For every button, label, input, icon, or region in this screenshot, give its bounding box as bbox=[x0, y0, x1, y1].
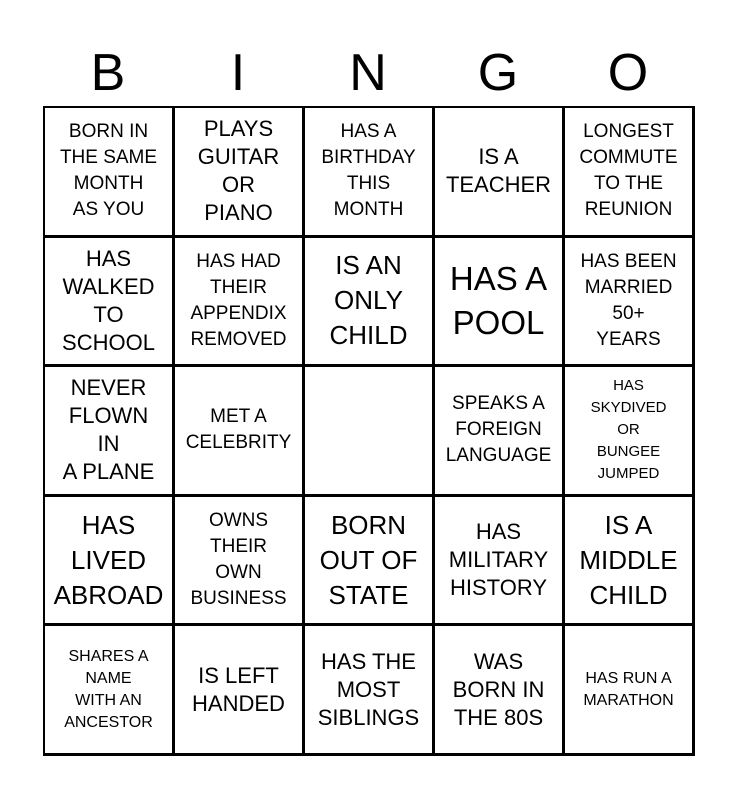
bingo-cell-r4-c2[interactable] bbox=[305, 626, 435, 756]
bingo-cell-text: HAS MILITARY HISTORY bbox=[448, 519, 549, 601]
bingo-cell-r0-c2[interactable] bbox=[305, 108, 435, 238]
bingo-cell-text: MET A CELEBRITY bbox=[185, 406, 292, 454]
bingo-cell-text: SPEAKS A FOREIGN LANGUAGE bbox=[445, 393, 552, 467]
bingo-cell-text: BORN OUT OF STATE bbox=[319, 509, 418, 610]
bingo-cell-text: LONGEST COMMUTE TO THE REUNION bbox=[579, 121, 678, 221]
bingo-cell-text: IS AN ONLY CHILD bbox=[329, 250, 408, 351]
bingo-cell-r1-c2[interactable] bbox=[305, 238, 435, 368]
bingo-cell-r0-c1[interactable] bbox=[175, 108, 305, 238]
bingo-cell-r4-c4[interactable] bbox=[565, 626, 695, 756]
bingo-cell-r1-c1[interactable] bbox=[175, 238, 305, 368]
bingo-cell-r2-c1[interactable] bbox=[175, 367, 305, 497]
bingo-cell-text: HAS SKYDIVED OR BUNGEE JUMPED bbox=[590, 377, 667, 483]
bingo-cell-r4-c3[interactable] bbox=[435, 626, 565, 756]
bingo-cell-r1-c4[interactable] bbox=[565, 238, 695, 368]
bingo-cell-text: HAS BEEN MARRIED 50+ YEARS bbox=[580, 250, 677, 350]
bingo-board bbox=[43, 106, 695, 756]
bingo-cell-text: HAS HAD THEIR APPENDIX REMOVED bbox=[190, 250, 287, 350]
header-letter-g: G bbox=[477, 44, 519, 102]
bingo-cell-text: IS A MIDDLE CHILD bbox=[579, 509, 678, 610]
header-letter-b: B bbox=[90, 44, 126, 102]
bingo-cell-text: HAS THE MOST SIBLINGS bbox=[317, 648, 420, 730]
bingo-cell-r4-c1[interactable] bbox=[175, 626, 305, 756]
bingo-cell-free[interactable] bbox=[305, 367, 435, 497]
bingo-cell-r1-c0[interactable] bbox=[45, 238, 175, 368]
bingo-cell-text: IS LEFT HANDED bbox=[192, 662, 285, 716]
bingo-cell-text: HAS RUN A MARATHON bbox=[583, 669, 674, 709]
bingo-cell-r3-c1[interactable] bbox=[175, 497, 305, 627]
bingo-cell-r0-c0[interactable] bbox=[45, 108, 175, 238]
bingo-cell-r2-c4[interactable] bbox=[565, 367, 695, 497]
bingo-cell-r2-c0[interactable] bbox=[45, 367, 175, 497]
bingo-cell-r2-c3[interactable] bbox=[435, 367, 565, 497]
bingo-cell-text: HAS A POOL bbox=[449, 259, 548, 341]
bingo-cell-text: NEVER FLOWN IN A PLANE bbox=[62, 375, 155, 485]
bingo-cell-text: IS A TEACHER bbox=[445, 144, 552, 198]
bingo-cell-text: OWNS THEIR OWN BUSINESS bbox=[190, 510, 287, 610]
bingo-cell-r3-c2[interactable] bbox=[305, 497, 435, 627]
bingo-cell-r0-c3[interactable] bbox=[435, 108, 565, 238]
bingo-cell-r3-c3[interactable] bbox=[435, 497, 565, 627]
bingo-cell-text: BORN IN THE SAME MONTH AS YOU bbox=[59, 121, 158, 221]
bingo-cell-text: SHARES A NAME WITH AN ANCESTOR bbox=[64, 647, 153, 731]
bingo-cell-text: WAS BORN IN THE 80S bbox=[452, 648, 545, 730]
bingo-cell-text: HAS A BIRTHDAY THIS MONTH bbox=[321, 121, 416, 221]
bingo-cell-text: HAS WALKED TO SCHOOL bbox=[62, 245, 155, 355]
header-letter-n: N bbox=[349, 44, 387, 102]
header-letter-o: O bbox=[607, 44, 649, 102]
bingo-cell-r1-c3[interactable] bbox=[435, 238, 565, 368]
bingo-header bbox=[43, 40, 693, 106]
bingo-cell-r3-c0[interactable] bbox=[45, 497, 175, 627]
header-letter-i: I bbox=[230, 44, 246, 102]
bingo-cell-r3-c4[interactable] bbox=[565, 497, 695, 627]
bingo-cell-text: PLAYS GUITAR OR PIANO bbox=[197, 116, 280, 226]
bingo-cell-text: HAS LIVED ABROAD bbox=[53, 509, 164, 610]
bingo-cell-r0-c4[interactable] bbox=[565, 108, 695, 238]
bingo-cell-r4-c0[interactable] bbox=[45, 626, 175, 756]
